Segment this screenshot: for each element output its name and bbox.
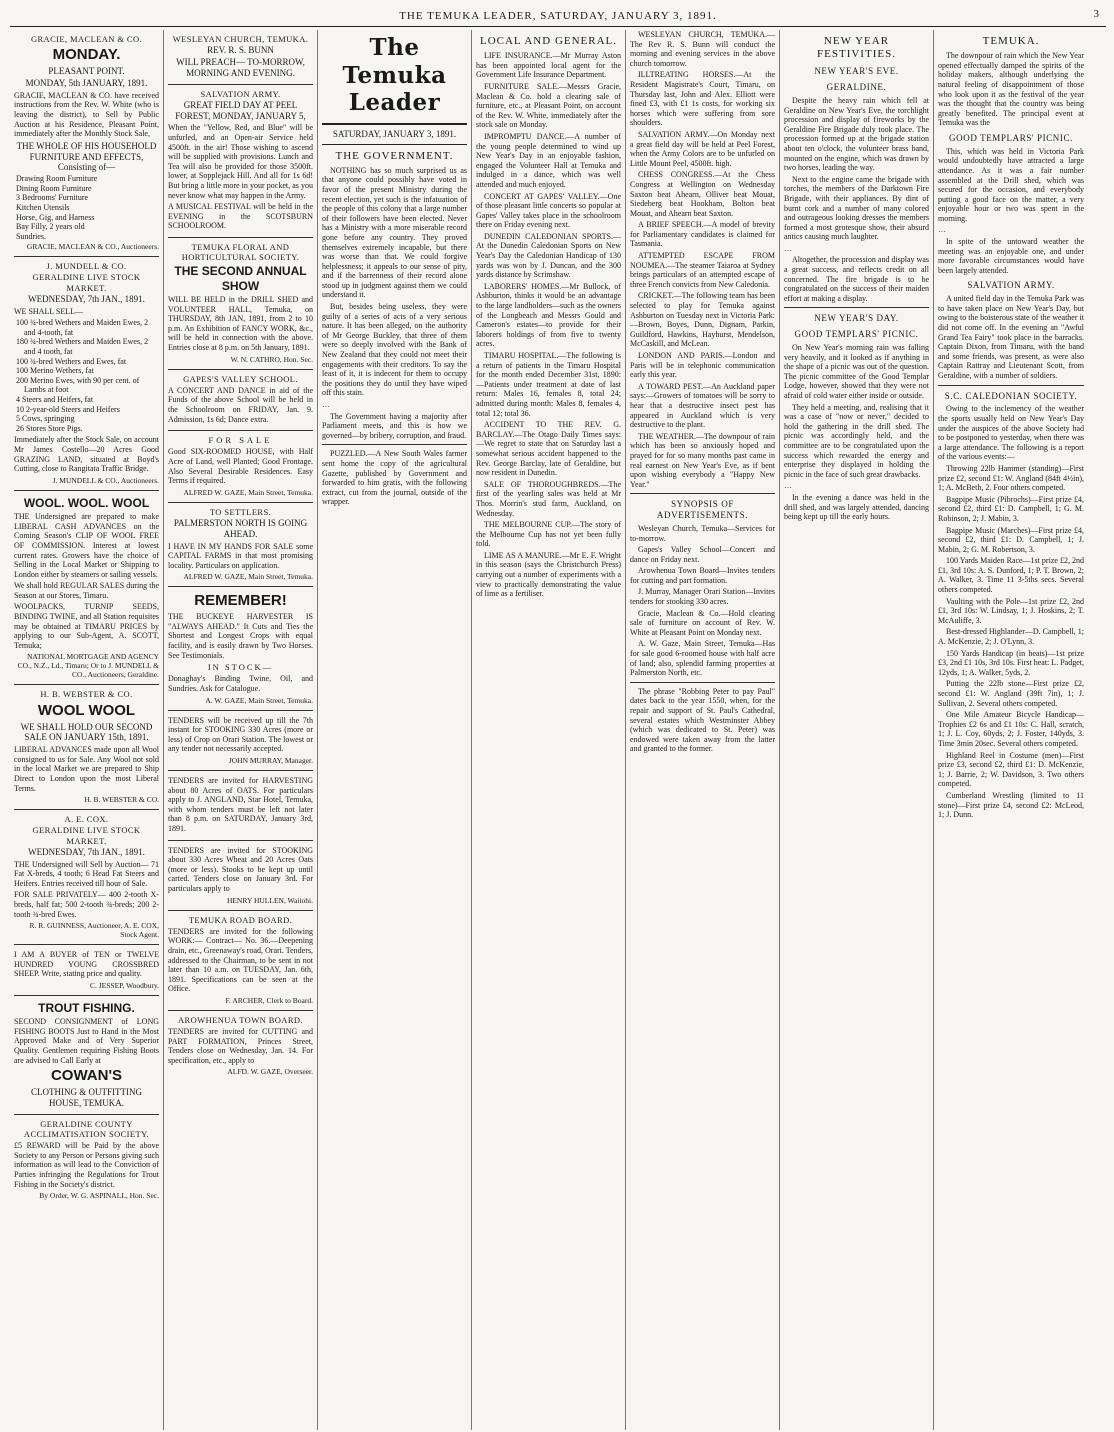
running-head-title: THE TEMUKA LEADER, SATURDAY, JANUARY 3, 1891. [399, 10, 717, 22]
ad-title: WESLEYAN CHURCH, TEMUKA. [172, 34, 309, 44]
subsection-heading: NEW YEAR'S EVE. [814, 66, 899, 77]
section-heading: TEMUKA. [982, 35, 1040, 47]
synopsis-item: Gapes's Valley School—Concert and dance on Friday next. [630, 545, 775, 564]
list-item: 26 Stores Store Pigs. [16, 423, 83, 433]
article-paragraph: But, besides being useless, they were guilty of a series of acts of a very serious nature. It has been alleged, on the authority of Mr George Buckley, that three of them were so deeply involved with the Bank of New Zealand that they could not meet their engagements with their creditors. To say the least of it, it is indecent for them to occupy the positions they do until they have wiped off this stain. [322, 302, 467, 398]
news-item: LABORERS' HOMES.—Mr Bullock, of Ashburton, thinks it would be an advantage to the large landholders—such as the owners of the Longbeach and Messrs Gould and Cameron's estates—to provide for their laborers holdings of from five to twenty acres. [476, 281, 621, 349]
ad-signature: A. W. GAZE, Main Street, Temuka. [205, 695, 313, 705]
ad-wesleyan [168, 30, 313, 85]
news-item: LIFE INSURANCE.—Mr Murray Aston has been appointed local agent for the Government Life Insurance Department. [476, 51, 621, 80]
ad-body: THE Undersigned will Sell by Auction— 71 Fat X-breds, 4 tooth; 6 Head Fat Steers and Heifers. Entries received till hour of Sale. [14, 859, 159, 888]
news-item: THE WEATHER.—The downpour of rain which has been so anxiously hoped and prayed for for so many months past came in real earnest on New Year's Eve, as if bent upon wishing everybody a "Happy New Year." [630, 431, 775, 489]
divider [938, 385, 1084, 386]
ad-header: A. E. COX. [64, 814, 109, 825]
list-item: 5 Cows, springing [16, 414, 75, 424]
ad-body: WOOLPACKS, TURNIP SEEDS, BINDING TWINE, and all Station requisites may be obtained at TIMARU PRICES by applying to our Sub-Agent, A. SCOTT, Temuka; [14, 602, 159, 650]
ad-acclimatisation [14, 1115, 159, 1205]
ad-signature: J. MUNDELL & CO., Auctioneers. [52, 475, 159, 485]
ad-signature: GRACIE, MACLEAN & CO., Auctioneers. [26, 242, 159, 252]
article-paragraph: On New Year's morning rain was falling very heavily, and it looked as if anything in the shape of a picnic was out of the question. The picnic committee of the Good Templar Lodge, however, showed that they were not afraid of cold water either inside or outside. [784, 343, 929, 400]
ad-title: TEMUKA ROAD BOARD. [188, 914, 293, 925]
ad-for-sale [168, 431, 313, 503]
ad-lead: WE SHALL SELL— [14, 306, 84, 316]
ad-subheading: PALMERSTON NORTH IS GOING AHEAD. [173, 517, 308, 539]
list-item: 10 2-year-old Steers and Heifers [16, 404, 120, 414]
article-paragraph: The Government having a majority after Parliament meets, and this is how we governed—by bribery, corruption, and fraud. [322, 411, 467, 440]
ad-body: I AM A BUYER of TEN or TWELVE HUNDRED YOUNG CROSSBRED SHEEP. Write, stating price and quality. [14, 950, 159, 979]
subsection-heading: NEW YEAR'S DAY. [814, 313, 899, 324]
ad-body: TENDERS will be received up till the 7th instant for STOOKING 330 Acres (more or less) of Crop on Orari Station. The lowest or any tender not necessarily accepted. [168, 715, 313, 754]
result-item: 150 Yards Handicap (in heats)—1st prize £3, 2nd £1 10s, 3rd 10s. First heat: L. Padget, 12yds, 1; A. Walker, 5yds, 2. [938, 648, 1084, 677]
news-item: A TOWARD PEST.—An Auckland paper says:—Growers of tomatoes will be sorry to hear that a destructive insect pest has appeared in Auckland which is very destructive to the plant. [630, 381, 775, 430]
ad-subheading: GREAT FIELD DAY AT PEEL FOREST, MONDAY, JANUARY 5, [175, 99, 306, 121]
ad-body: TENDERS are invited for STOOKING about 330 Acres Wheat and 20 Acres Oats (more or less). Stooks to be kept up until carted. Tenders close on January 3rd. For particulars apply to [168, 845, 313, 893]
article-paragraph: In spite of the untoward weather the meeting was an enjoyable one, and under more favorable circumstances would have been largely attended. [938, 237, 1084, 275]
ad-title: SALVATION ARMY. [200, 88, 281, 99]
result-item: 100 Yards Maiden Race—1st prize £2, 2nd £1, 3rd 10s: A. S. Dunford, 1; P. T. Brown, 2; A. Walker, 3. Time 11 3-5ths secs. Several others competed. [938, 556, 1084, 595]
list-item: Horse, Gig, and Harness [16, 212, 95, 222]
synopsis-item: Gracie, Maclean & Co.—Hold clearing sale of furniture on account of Rev. W. White at Pleasant Point on Monday next. [630, 608, 775, 637]
ad-salvation-army [168, 85, 313, 238]
news-item: FURNITURE SALE.—Messrs Gracie, Maclean & Co. hold a clearing sale of furniture, etc., at Pleasant Point, on account of the Rev. W. White, immediately after the stock sale on Monday. [476, 81, 621, 130]
ad-body: Donaghay's Binding Twine, Oil, and Sundries. Ask for Catalogue. [168, 674, 313, 694]
divider [630, 682, 775, 683]
article-paragraph-continued: … [938, 225, 946, 235]
result-item: Bagpipe Music (Pibrochs)—First prize £4, second £2, third £1: D. Campbell, 1; G. M. Robinson, 2; J. Mabin, 3. [938, 494, 1084, 523]
synopsis-item: J. Murray, Manager Orari Station—Invites tenders for stooking 330 acres. [630, 587, 775, 607]
article-paragraph: Altogether, the procession and display was a great success, and reflects credit on all concerned. The fire brigade is to be congratulated on the success of their maiden effort at making a display. [784, 255, 929, 303]
ad-title: TO SETTLERS. [209, 506, 272, 517]
list-item: Kitchen Utensils [16, 202, 70, 212]
ad-body: WILL PREACH— TO-MORROW, MORNING AND EVENING. [176, 56, 305, 78]
ad-signature: ALFRED W. GAZE, Main Street, Temuka. [183, 487, 313, 497]
ad-title: GAPES'S VALLEY SCHOOL. [183, 373, 298, 384]
news-item: SALE OF THOROUGHBREDS.—The first of the yearling sales was held at Mr Thos. Morrin's stud farm, Auckland, on Wednesday. [476, 479, 621, 518]
news-item: LONDON AND PARIS.—London and Paris will be in telephonic communication early this year. [630, 351, 775, 380]
ad-buyer [14, 945, 159, 996]
ad-body: I HAVE IN MY HANDS FOR SALE some CAPITAL FARMS in that most promising locality. Particulars on application. [168, 541, 313, 570]
column-6 [780, 30, 934, 1430]
synopsis-item: Arowhenua Town Board—Invites tenders for cutting and part formation. [630, 566, 775, 585]
section-heading: SYNOPSIS OF ADVERTISEMENTS. [656, 499, 749, 521]
masthead: The Temuka Leader [322, 30, 467, 125]
ad-body: We shall hold REGULAR SALES during the Season at our Stores, Timaru. [14, 581, 159, 600]
ad-big-heading: THE SECOND ANNUAL SHOW [174, 264, 307, 293]
ad-item-list [14, 318, 159, 433]
news-item: WESLEYAN CHURCH, TEMUKA.—The Rev R. S. Bunn will conduct the morning and evening services in the above church tomorrow. [630, 30, 775, 68]
subsection-heading: S.C. CALEDONIAN SOCIETY. [944, 390, 1078, 401]
dateline: SATURDAY, JANUARY 3, 1891. [322, 125, 467, 145]
list-item: Bay Filly, 2 years old [16, 222, 85, 232]
result-item: Vaulting with the Pole—1st prize £2, 2nd £1, 3rd 10s: W. Lindsay, 1; J. Hoskins, 2; T. McAuliffe, 3. [938, 596, 1084, 625]
list-item: Sundries. [16, 231, 46, 241]
list-item: 4 Steers and Heifers, fat [16, 395, 94, 404]
ad-body: LIBERAL ADVANCES made upon all Wool consigned to us for Sale. Any Wool not sold in the local Market we are prepared to Ship Direct to London upon the most Liberal Terms. [14, 745, 159, 793]
article-paragraph: NOTHING has so much surprised us as that anyone could possibly have voted in favor of the present Ministry during the recent election, yet such is the infatuation of the people of this colony that a large number of their followers have been elected. Never has a Ministry with a more miserable record gone before any country. They proved themselves extremely incapable, but there was worse than that. We could forgive helplessness; it appeals to our sense of pity, and if the barrenness of their record alone stood up in judgment against them we could understand it. [322, 165, 467, 300]
ad-tender-orari [168, 711, 313, 771]
article-paragraph: The downpour of rain which the New Year opened effectually damped the spirits of the holiday makers, although underlying the natural feeling of disappointment of those who look upon it as the festival of the year was the thought that the country was being greatly benefited. The principal event at Temuka was the [938, 51, 1084, 128]
ad-remember [168, 587, 313, 710]
article-paragraph: Despite the heavy rain which fell at Geraldine on New Year's Eve, the torchlight procession and display of fireworks by the Geraldine Fire Brigade duly took place. The procession formed up at the brigade station about ten o'clock, the volunteer brass band, mounted on the engine, which was drawn by two horses, leading the way. [784, 95, 929, 173]
article-paragraph-continued: … [784, 481, 792, 491]
article-paragraph: This, which was held in Victoria Park would undoubtedly have attracted a large attendance. As it was a fair number assembled at the Drill shed, which was secured for the occasion, and everybody putting a good face on the matter, a very enjoyable hour or two was spent in the morning. [938, 146, 1084, 223]
ad-subheading: PLEASANT POINT. [48, 66, 125, 77]
article-paragraph-continued: … [784, 243, 792, 253]
ad-wool-national [14, 491, 159, 686]
synopsis-item: Wesleyan Church, Temuka—Services for to-morrow. [630, 523, 775, 543]
ad-signature: HENRY HULLEN, Waitohi. [226, 895, 313, 905]
synopsis-item: A. W. Gaze, Main Street, Temuka—Has for sale good 6-roomed house with half acre of land; also, splendid farming properties at Palmerston North, etc. [630, 639, 775, 678]
news-item: ILLTREATING HORSES.—At the Resident Magistrate's Court, Timaru, on Thursday last, John and Alex. Elliott were fined £3, with £1 1s costs, for working six horses which were suffering from sore shoulders. [630, 70, 775, 128]
ad-big-heading: REMEMBER! [194, 592, 287, 610]
news-item: CRICKET.—The following team has been selected to play for Temuka against Ashburton on Tuesday next in Victoria Park:—Brown, Boyes, Dunn, Dignam, Parkin, Guildford, Hawkins, Hayhurst, Mendelson, McCaskill, and McLean. [630, 291, 775, 349]
ad-title: GERALDINE LIVE STOCK MARKET. [32, 825, 141, 846]
ad-body: £5 REWARD will be Paid by the above Society to any Person or Persons giving such information as will lead to the Conviction of Parties infringing the Regulations for Trout Fishing in the Society's district. [14, 1141, 159, 1189]
ad-title: TEMUKA FLORAL AND HORTICULTURAL SOCIETY. [181, 241, 300, 263]
result-item: One Mile Amateur Bicycle Handicap—Trophies £2 6s and £1 10s: C. Hall, scratch, 1; J. L. Coy, 60yds, 2; J. Foster, 140yds, 3. Time 3min 20sec. Several others competed. [938, 710, 1084, 748]
ad-body: A CONCERT AND DANCE in aid of the Funds of the above School will be held in the Schoolroom on FRIDAY, Jan. 9. Admission, 1s 6d; Dance extra. [168, 385, 313, 424]
news-item: ACCIDENT TO THE REV. G. BARCLAY.—The Otago Daily Times says:—We regret to state that on Saturday last a somewhat serious accident happened to the Rev. George Barclay, late of Geraldine, but now resident in Dunedin. [476, 420, 621, 478]
ad-header: H. B. WEBSTER & CO. [40, 689, 133, 700]
article-paragraph: Next to the engine came the brigade with torches, the members of the Darktown Fire Brigade, with their appliances. By dint of burnt cork and a number of many colored and outrageous looking dresses the members formed a most grotesque show, their absurd antics causing much laughter. [784, 174, 929, 242]
ad-tender-harvesting [168, 771, 313, 841]
subsection-heading: GERALDINE. [826, 82, 887, 93]
ad-body: THE Undersigned are prepared to make LIBERAL CASH ADVANCES on the Coming Season's CLIP OF WOOL FREE OF COMMISSION. Interest at lowest current rates. Growers have the choice of Selling in the Local Market or Shipping to London either by steamers or sailing vessels. [14, 512, 159, 579]
ad-body: WE SHALL HOLD OUR SECOND SALE ON JANUARY 15th, 1891. [20, 721, 153, 743]
ad-cox [14, 810, 159, 945]
ad-big-heading: MONDAY. [52, 46, 121, 64]
divider [784, 307, 929, 308]
list-item: 3 Bedrooms' Furniture [16, 193, 89, 203]
ad-header: GRACIE, MACLEAN & CO. [30, 34, 143, 44]
ad-signature: W. N. CATHRO, Hon. Sec. [230, 354, 313, 364]
ad-tender-stooking [168, 841, 313, 911]
column-5 [626, 30, 780, 1430]
news-item: TIMARU HOSPITAL.—The following is a return of patients in the Timaru Hospital for the month ended December 31st, 1890:—Patients under treatment at date of last return: Males 16, females 8, total 24; admitted during month: Males 8, females 4, total 12; total 36. [476, 351, 621, 418]
column-1 [10, 30, 164, 1430]
running-head [10, 6, 1106, 27]
ad-signature: R. R. GUINNESS, Auctioneer, A. E. COX, Stock Agent. [29, 921, 159, 940]
page-number: 3 [1093, 8, 1100, 20]
closing-paragraph: The phrase "Robbing Peter to pay Paul" dates back to the year 1550, when, for the repair and support of St. Paul's Cathedral, several estates which Westminster Abbey (which was dedicated to St. Peter) was endowed were taken away from the latter and granted to the former. [630, 686, 775, 754]
divider [630, 493, 775, 494]
divider [322, 444, 467, 445]
ad-big-heading: WOOL WOOL [37, 701, 136, 719]
news-item: CONCERT AT GAPES' VALLEY.—One of those pleasant little concerts so popular at Gapes' Valley takes place in the schoolroom there on Friday evening next. [476, 191, 621, 230]
ad-body: When the "Yellow, Red, and Blue" will be unfurled, and an Open-air Service held 4500ft. in the air! Those wishing to ascend will be supplied with provisions. Lunch and Tea will also be provided for those 3500ft. lower, at Sopplejack Hill. And all for 1s 6d! But bring a little more in your pocket, as you never know what may happen in the Army. [168, 123, 313, 200]
list-item: Dining Room Furniture [16, 183, 92, 193]
columns [10, 30, 1106, 1430]
news-item: SALVATION ARMY.—On Monday next a great field day will be held at Peel Forest, when the Army Colors are to be unfurled on Little Mount Peel, 4500ft. high. [630, 129, 775, 168]
result-item: Highland Reel in Costume (men)—First prize £3, second £2, third £1: D. McKenzie, 1; J. Barrie, 2; W. Davidson, 3. Two others competed. [938, 750, 1084, 789]
ad-signature: By Order, W. G. ASPINALL, Hon. Sec. [39, 1191, 159, 1201]
ad-title: GERALDINE COUNTY ACCLIMATISATION SOCIETY. [23, 1118, 150, 1140]
ad-signature: ALFRED W. GAZE, Main Street, Temuka. [183, 572, 313, 582]
result-item: Best-dressed Highlander—D. Campbell, 1; A. McKenzie, 2; J. O'Lynn, 3. [938, 627, 1084, 647]
list-item: 200 Merino Ewes, with 90 per cent. of Lambs at foot [16, 375, 140, 395]
ad-title: AROWHENUA TOWN BOARD. [178, 1014, 303, 1025]
ad-body: TENDERS are invited for CUTTING and PART FORMATION, Princes Street, Tenders close on Wednesday, Jan. 14. For specification, etc., apply to [168, 1027, 313, 1065]
article-paragraph: PUZZLED.—A New South Wales farmer sent home the copy of the agricultural Gazette, published by Government and forwarded to him gratis, with the following extract, cut from the journal, outside of the wrapper. [322, 449, 467, 507]
ad-header: J. MUNDELL & CO. [46, 261, 127, 272]
ad-date: WEDNESDAY, 7th JAN., 1891. [28, 846, 145, 857]
ad-signature: H. B. WEBSTER & CO. [84, 795, 159, 805]
ad-big-heading: TROUT FISHING. [38, 1000, 135, 1015]
article-paragraph: A united field day in the Temuka Park was to have taken place on New Year's Day, but owing to the boisterous state of the weather it did not come off. In the evening an "Awful Grand Tea Fairy" took place in the barracks. Captain Dixon, from Timaru, with the band and some friends, was present, as were also Captain Rattray and Lieutenant Scott, from Geraldine, with a number of soldiers. [938, 294, 1084, 380]
ad-body: THE BUCKEYE HARVESTER IS "ALWAYS AHEAD." It Cuts and Ties the Shortest and Longest Crops with equal facility, and is easily drawn by Two Horses. See Testimonials. [168, 612, 313, 660]
result-item: Bagpipe Music (Marches)—First prize £4, second £2, third £1: D. Campbell, 1; J. Mabin, 2; G. M. Robertson, 3. [938, 525, 1084, 554]
ad-road-board [168, 911, 313, 1011]
ad-title: IN STOCK— [207, 662, 274, 673]
ad-subheading: CLOTHING & OUTFITTING HOUSE, TEMUKA. [31, 1087, 142, 1109]
ad-body: Good SIX-ROOMED HOUSE, with Half Acre of Land, well Planted; Good Frontage. Also Several Desirable Residences. Easy Terms if required. [168, 447, 313, 486]
subsection-heading: GOOD TEMPLARS' PICNIC. [949, 132, 1073, 143]
ad-date: MONDAY, 5th JANUARY, 1891. [25, 77, 148, 88]
ad-floral-show [168, 238, 313, 370]
ad-body: A MUSICAL FESTIVAL will be held in the EVENING in the SCOTSBURN SCHOOLROOM. [168, 202, 313, 231]
column-3 [318, 30, 472, 1430]
ad-signature: JOHN MURRAY, Manager. [228, 756, 313, 766]
ad-body: WILL BE HELD in the DRILL SHED and VOLUNTEER HALL, Temuka, on THURSDAY, 8th JAN, 1891, from 2 to 10 p.m. An Exhibition of FANCY WORK, &c., will be held in connection with the above. Entries close at 8 p.m. on 5th January, 1891. [168, 295, 313, 353]
list-item: Drawing Room Furniture [16, 174, 98, 184]
ad-big-heading: WOOL. WOOL. WOOL [23, 495, 150, 510]
news-item: IMPROMPTU DANCE.—A number of the young people determined to wind up New Year's Day in an enjoyable fashion, engaged the Volunteer Hall at Temuka and indulged in a dance, which was well attended and much enjoyed. [476, 131, 621, 189]
section-heading: LOCAL AND GENERAL. [479, 35, 618, 47]
ad-settlers [168, 503, 313, 588]
list-item: 180 ¾-bred Wethers and Maiden Ewes, 2 and 4 tooth, fat [16, 337, 149, 357]
ad-webster [14, 685, 159, 810]
news-item: ATTEMPTED ESCAPE FROM NOUMEA.—The steamer Taiaroa at Sydney brings particulars of an attempted escape of three French convicts from New Caledonia. [630, 251, 775, 289]
ad-subheading: REV. R. S. BUNN [207, 45, 274, 56]
ad-mundell-market [14, 257, 159, 490]
ad-gapes-valley [168, 370, 313, 432]
subsection-heading: SALVATION ARMY. [967, 280, 1055, 291]
result-item: Throwing 22lb Hammer (standing)—First prize £2, second £1: W. Angland (84ft 4½in), 1; A. McBeth, 2. Four others competed. [938, 463, 1084, 493]
news-item: DUNEDIN CALEDONIAN SPORTS.—At the Dunedin Caledonian Sports on New Year's Day the Caledonian Handicap of 130 yards was won by J. Duncan, and the 300 yards distance by Scrimshaw. [476, 231, 621, 280]
article-paragraph: They held a meeting, and, realising that it was a case of "now or never," decided to hold the gathering in the drill shed. The picnic was accordingly held, and the committee are to be congratulated upon the success which rewarded the energy and enterprise they displayed in holding the picnic in the face of such great drawbacks. [784, 402, 929, 479]
ad-body: TENDERS are invited for HARVESTING about 80 Acres of OATS. For particulars apply to J. ANGLAND, Star Hotel, Temuka, with whom tenders must be left not later than 8 p.m. on SATURDAY, January 3rd, 1891. [168, 776, 313, 833]
ad-body: TENDERS are invited for the following WORK:— Contract— No. 36.—Deepening drain, etc., Greenaway's road, Orari. Tenders, addressed to the Chairman, to be sent in not later than 10 a.m. on TUESDAY, Jan. 6th, 1891. Specifications can be seen at the Office. [168, 926, 313, 994]
list-item: 100 ¾-bred Wethers and Maiden Ewes, 2 and 4-tooth, fat [16, 318, 149, 337]
ad-title: GERALDINE LIVE STOCK MARKET. [32, 272, 141, 293]
news-item: CHESS CONGRESS.—At the Chess Congress at Wellington on Wednesday Saxton beat Ahearn, Olliver beat Mouat, Siedeberg beat Hookham, Bolton beat Mouat, and Ahearn beat Saxton. [630, 170, 775, 218]
ad-gracie-maclean [14, 30, 159, 257]
ad-item-list [14, 174, 159, 241]
result-item: Putting the 22lb stone—First prize £2, second £1: W. Angland (39ft 7in), 1; J. Sullivan, 2. Several others competed. [938, 679, 1084, 708]
ad-arowhenua [168, 1011, 313, 1082]
ad-body: FOR SALE PRIVATELY— 400 2-tooth X-breds, half fat; 500 2-tooth ¾-breds; 200 2-tooth ¾-bred Ewes. [14, 890, 159, 919]
ad-body: GRACIE, MACLEAN & CO. have received instructions from the Rev. W. White (who is leaving the district), to Sell by Public Auction at his Residence, Pleasant Point, immediately after the Monthly Stock Sale, [14, 90, 159, 139]
column-4 [472, 30, 626, 1430]
news-item: THE MELBOURNE CUP.—The story of the Melbourne Cup has not yet been fully told. [476, 520, 621, 549]
section-heading: NEW YEAR FESTIVITIES. [817, 35, 896, 61]
result-item: Cumberland Wrestling (limited to 11 stone)—First prize £4, second £2: McLeod, 1; J. Dunn. [938, 790, 1084, 820]
ad-date: WEDNESDAY, 7th JAN., 1891. [28, 293, 145, 304]
ad-title: FOR SALE [208, 435, 273, 446]
ad-signature: C. JESSEP, Woodbury. [90, 980, 159, 990]
column-2 [164, 30, 318, 1430]
list-item: 100 Merino Wethers, fat [16, 366, 94, 376]
list-item: 100 ¾-bred Wethers and Ewes, fat [16, 356, 127, 366]
ad-signature: F. ARCHER, Clerk to Board. [225, 995, 313, 1005]
ad-signature: NATIONAL MORTGAGE AND AGENCY CO., N.Z., Ld., Timaru; Or to J. MUNDELL & CO., Auctioneers, Geraldine. [17, 652, 159, 680]
article-paragraph: Owing to the inclemency of the weather the sports usually held on New Year's Day under the auspices of the above Society had to be postponed to yesterday, when there was a large attendance. The following is a report of the various events:— [938, 404, 1084, 462]
article-paragraph-continued: … [322, 400, 330, 410]
column-7 [934, 30, 1088, 1430]
ad-signature: ALFD. W. GAZE, Overseer. [227, 1067, 313, 1077]
subsection-heading: GOOD TEMPLARS' PICNIC. [794, 329, 919, 340]
news-item: A BRIEF SPEECH.—A model of brevity for Parliamentary candidates is claimed for Tasmania. [630, 220, 775, 249]
ad-lead: THE WHOLE OF HIS HOUSEHOLD FURNITURE AND EFFECTS, Consisting of— [16, 140, 157, 173]
ad-body: Immediately after the Stock Sale, on account Mr James Costello—20 Acres Good GRAZING LAND, situated at Boyd's Cutting, close to Rangitata Traffic Bridge. [14, 435, 159, 474]
ad-trout-fishing [14, 996, 159, 1115]
section-heading: THE GOVERNMENT. [335, 149, 454, 162]
article-paragraph: In the evening a dance was held in the drill shed, and was largely attended, dancing being kept up till the early hours. [784, 492, 929, 522]
ad-big-heading: COWAN'S [50, 1067, 123, 1085]
ad-body: SECOND CONSIGNMENT of LONG FISHING BOOTS Just to Hand in the Most Approved Make and of Very Superior Quality. Gentlemen requiring Fishing Boots are advised to Call Early at [14, 1017, 159, 1065]
news-item: LIME AS A MANURE.—Mr E. F. Wright in this season (says the Christchurch Press) carrying out a number of experiments with a view to practically demonstrating the value of lime as a fertiliser. [476, 550, 621, 599]
